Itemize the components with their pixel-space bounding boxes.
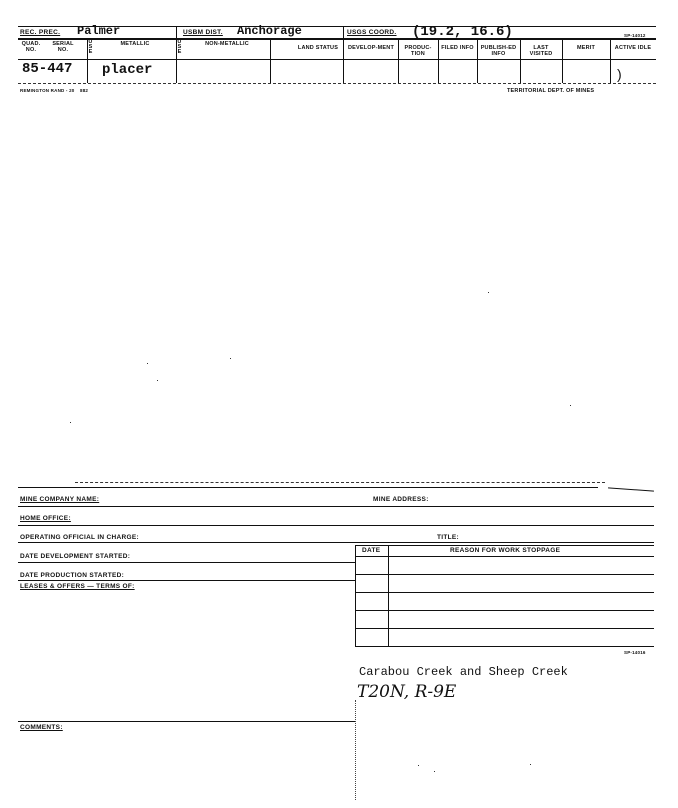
col-use-non-metallic: U S E: [177, 39, 182, 55]
typed-location: Carabou Creek and Sheep Creek: [359, 665, 568, 679]
col-metallic: METALLIC: [120, 41, 150, 47]
scan-speck: [488, 292, 489, 293]
title-label: TITLE:: [437, 534, 460, 541]
rule: [18, 721, 355, 722]
scan-speck: [70, 422, 71, 423]
lower-top-rule: [18, 487, 598, 488]
col-divider: [270, 38, 271, 83]
rule: [355, 545, 654, 546]
scan-speck: [570, 405, 571, 406]
edge-line: [608, 487, 654, 491]
metallic-value: placer: [102, 62, 153, 78]
territorial-dept: TERRITORIAL DEPT. OF MINES: [507, 88, 595, 94]
col-filed-info: FILED INFO: [441, 45, 474, 51]
table-row-rule: [355, 556, 654, 557]
scan-speck: [530, 764, 531, 765]
scan-speck: [157, 380, 158, 381]
scan-speck: [418, 765, 419, 766]
reason-column-header: REASON FOR WORK STOPPAGE: [450, 547, 561, 554]
usgs-coord-label: USGS COORD.: [347, 29, 397, 36]
col-divider: [610, 38, 611, 83]
usbm-dist-label: USBM DIST.: [183, 29, 223, 36]
col-divider: [477, 38, 478, 83]
scan-speck: [434, 771, 435, 772]
printer-credit: REMINGTON RAND - 20: [20, 88, 75, 93]
rule: [18, 562, 355, 563]
header-row-rule: [18, 59, 656, 60]
scan-speck: [230, 358, 231, 359]
comments-label: COMMENTS:: [20, 724, 63, 731]
rule: [18, 525, 654, 526]
col-quad-no: QUAD. NO.: [21, 41, 41, 53]
col-divider: [398, 38, 399, 83]
table-row-rule: [355, 592, 654, 593]
rec-prec-value: Palmer: [77, 24, 121, 38]
mine-company-name-label: MINE COMPANY NAME:: [20, 496, 100, 503]
table-date-divider: [388, 545, 389, 647]
operating-official-label: OPERATING OFFICIAL IN CHARGE:: [20, 534, 139, 541]
comments-divider: [355, 700, 356, 800]
col-land-status: LAND STATUS: [297, 45, 339, 51]
rule: [18, 506, 654, 507]
col-last-visited: LAST VISITED: [529, 45, 553, 57]
quad-serial-value: 85-447: [22, 61, 73, 77]
rec-prec-label: REC. PREC.: [20, 29, 61, 36]
table-row-rule: [355, 574, 654, 575]
col-divider: [438, 38, 439, 83]
form-number-2: SP-14016: [624, 650, 646, 655]
lower-dashed-top: [75, 482, 605, 483]
col-active-idle: ACTIVE IDLE: [614, 45, 652, 51]
col-merit: MERIT: [576, 45, 596, 51]
col-divider: [520, 38, 521, 83]
date-development-started-label: DATE DEVELOPMENT STARTED:: [20, 553, 131, 560]
col-production: PRODUC-TION: [404, 45, 432, 57]
col-divider: [343, 26, 344, 83]
col-non-metallic: NON-METALLIC: [205, 41, 249, 47]
col-divider: [562, 38, 563, 83]
active-idle-mark: ): [617, 66, 622, 82]
table-row-rule: [355, 646, 654, 647]
col-development: DEVELOP-MENT: [347, 45, 395, 51]
table-row-rule: [355, 610, 654, 611]
mine-address-label: MINE ADDRESS:: [373, 496, 429, 503]
header-bottom-rule: [18, 38, 656, 40]
usgs-coord-value: (19.2, 16.6): [412, 24, 513, 40]
printer-code: 882: [80, 88, 89, 93]
col-use-metallic: U S E: [88, 39, 93, 55]
date-production-started-label: DATE PRODUCTION STARTED:: [20, 572, 125, 579]
rule: [18, 542, 654, 543]
handwritten-township-range: T20N, R-9E: [357, 682, 457, 702]
table-row-rule: [355, 628, 654, 629]
leases-offers-label: LEASES & OFFERS — TERMS OF:: [20, 583, 135, 590]
form-number: SP-14012: [624, 33, 646, 38]
date-column-header: DATE: [362, 547, 381, 554]
row-bottom-rule: [18, 83, 656, 84]
table-left-border: [355, 545, 356, 647]
usbm-dist-value: Anchorage: [237, 24, 302, 38]
col-serial-no: SERIAL NO.: [52, 41, 74, 53]
home-office-label: HOME OFFICE:: [20, 515, 71, 522]
rule: [18, 580, 355, 581]
col-published-info: PUBLISH-ED INFO: [480, 45, 517, 57]
scan-speck: [147, 363, 148, 364]
